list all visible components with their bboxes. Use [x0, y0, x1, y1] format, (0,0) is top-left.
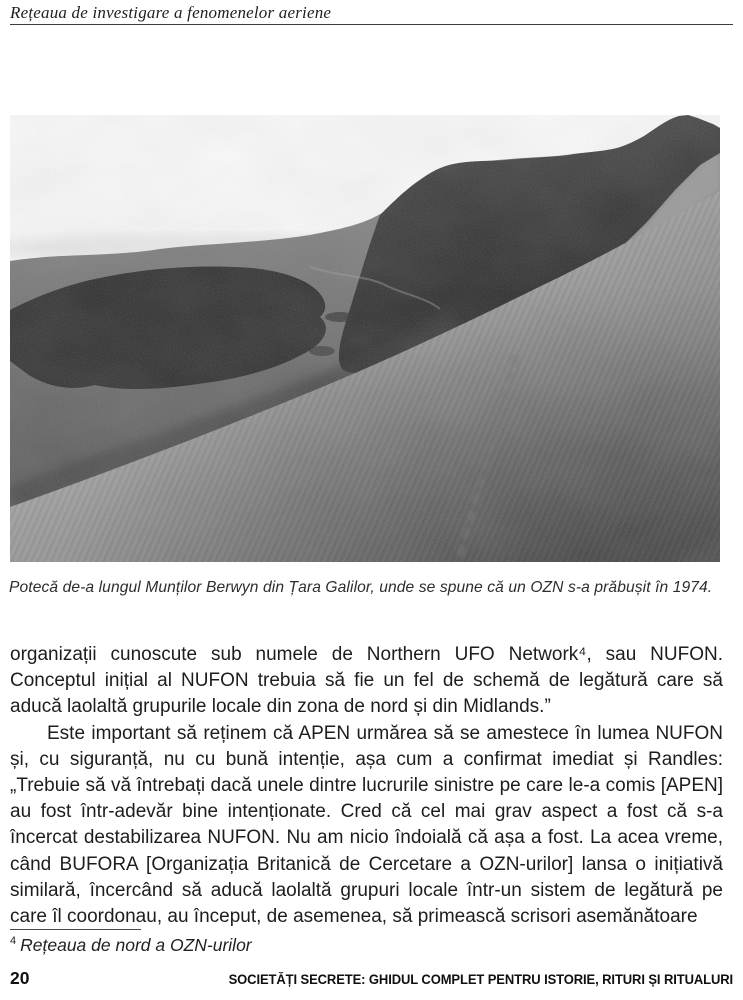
running-title: SOCIETĂȚI SECRETE: GHIDUL COMPLET PENTRU ISTORIE, RITURI ȘI RITUALURI — [228, 972, 733, 987]
paragraph: organizații cunoscute sub numele de Northern UFO Network⁴, sau NUFON. Conceptul inițial al NUFON trebuia să fie un fel de schemă de legătură care să aducă laolaltă grupurile locale din zona de nord și din Midlands.” — [10, 644, 723, 718]
landscape-photo — [10, 115, 720, 562]
page-footer — [10, 968, 733, 989]
photo-illustration — [10, 115, 720, 562]
photo-grain — [10, 115, 720, 562]
page-number: 20 — [10, 968, 30, 988]
footnote — [10, 935, 710, 956]
body-text — [10, 642, 723, 930]
running-header: Rețeaua de investigare a fenomenelor aeriene — [10, 3, 332, 22]
photo-caption: Potecă de-a lungul Munților Berwyn din Țara Galilor, unde se spune că un OZN s-a prăbușit în 1974. — [9, 579, 713, 596]
footnote-rule — [10, 929, 141, 930]
footnote-marker: 4 — [10, 935, 17, 948]
footnote-text: Rețeaua de nord a OZN-urilor — [20, 935, 252, 955]
header-rule — [10, 24, 733, 25]
paragraph: Este important să reținem că APEN urmărea să se amestece în lumea NUFON și, cu siguranță, nu cu bună intenție, așa cum a confirmat imediat și Randles: „Trebuie să vă întrebați dacă unele dintre lucrurile sinistre pe care le-a comis [APEN] au fost într-adevăr bine intenționate. Cred că cel mai grav aspect a fost că s-a încercat destabilizarea NUFON. Nu am nicio îndoială că așa a fost. La acea vreme, când BUFORA [Organizația Britanică de Cercetare a OZN-urilor] lansa o inițiativă similară, încercând să aducă laolaltă grupuri locale într-un sistem de legătură pe care îl coordonau, au început, de asemenea, să primească scrisori asemănătoare — [10, 722, 723, 928]
